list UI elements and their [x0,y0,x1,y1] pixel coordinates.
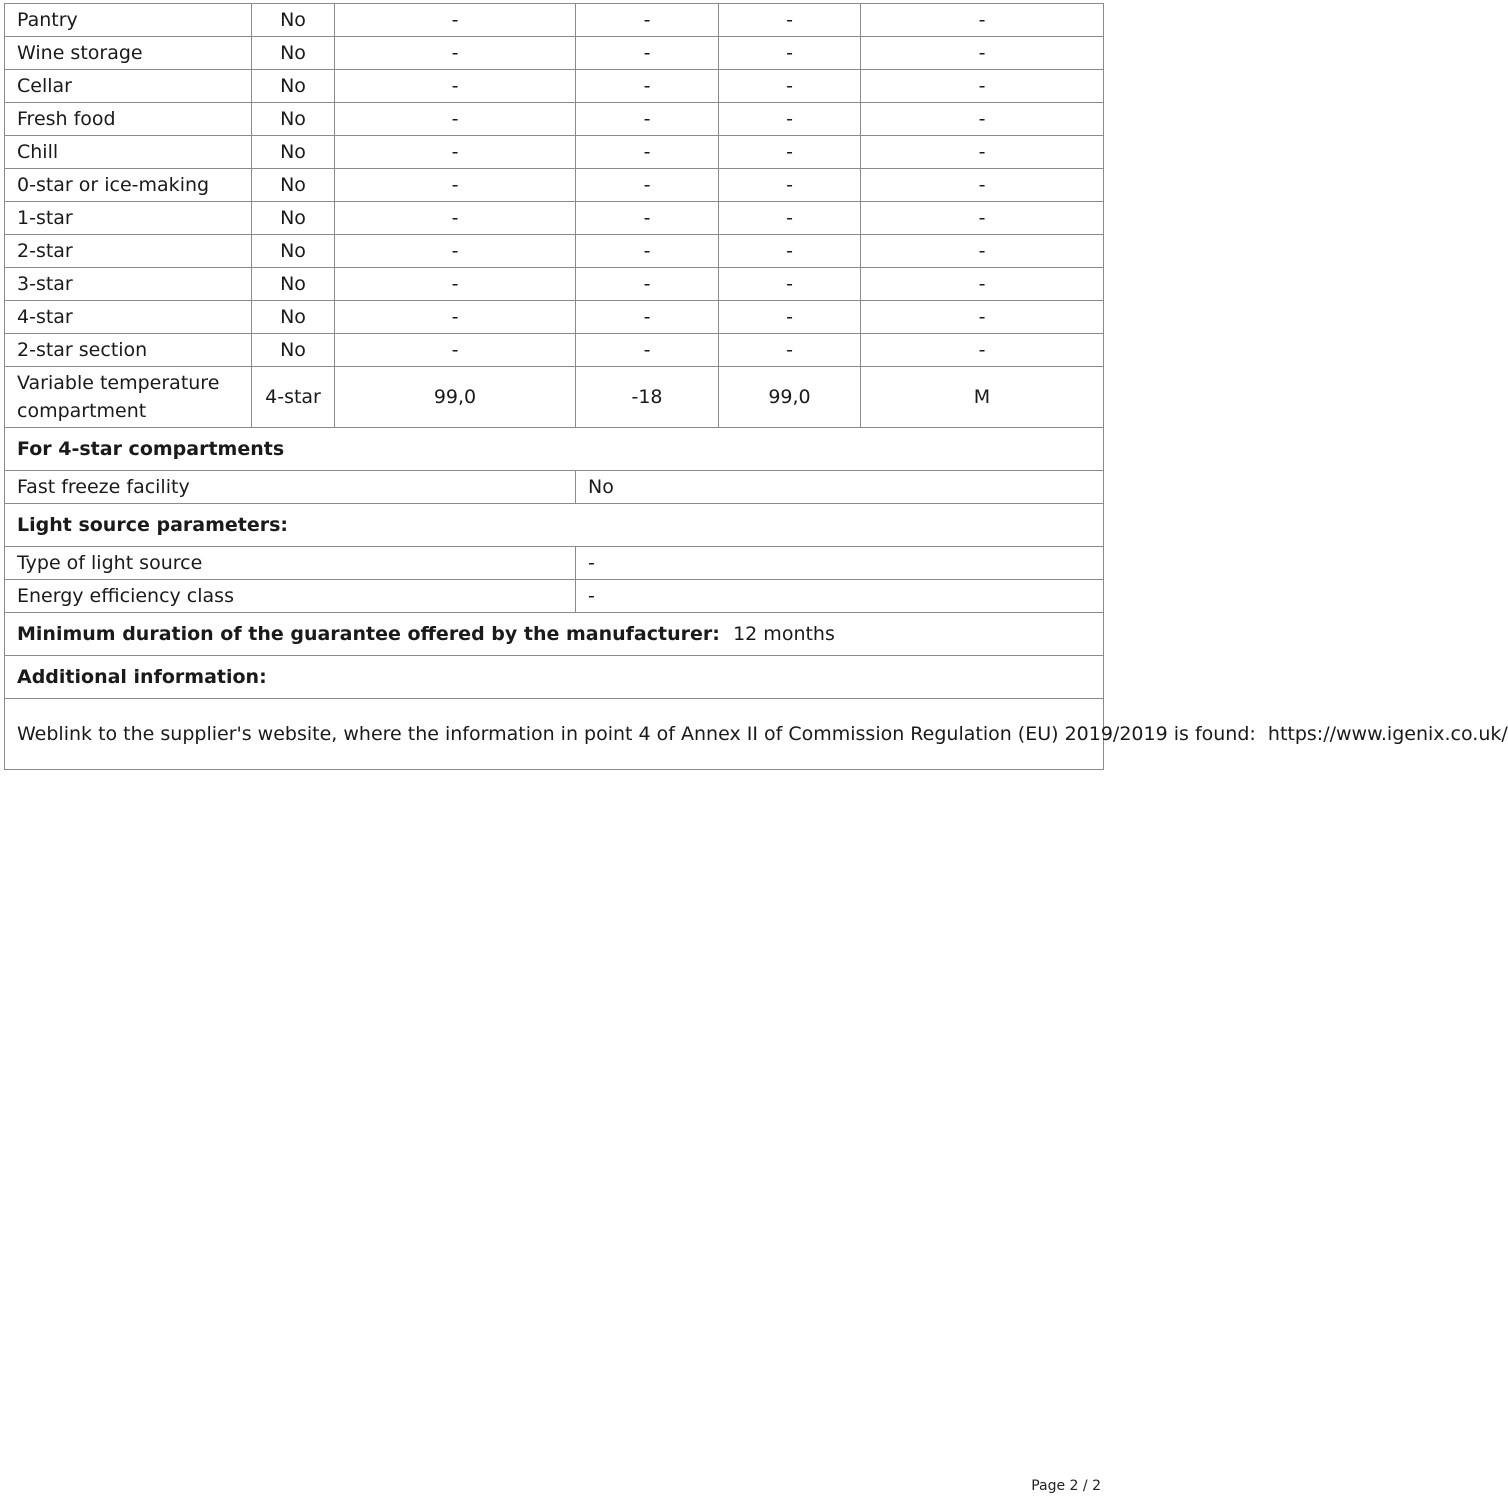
compartment-volume: 99,0 [335,367,576,428]
compartment-present: No [252,37,335,70]
spec-sheet [4,3,1508,770]
compartment-temperature: - [576,70,719,103]
compartment-class: - [861,136,1104,169]
page-number: Page 2 / 2 [1031,1478,1101,1494]
compartment-type: Wine storage [5,37,252,70]
compartment-volume-2: 99,0 [719,367,861,428]
weblink-row [5,699,1104,770]
compartment-present: No [252,268,335,301]
compartment-rows [5,4,1104,428]
compartment-type: Variable temperature compartment [5,367,252,428]
compartment-present: 4-star [252,367,335,428]
compartment-volume-2: - [719,235,861,268]
weblink-url[interactable]: https://www.igenix.co.uk/ [1267,723,1508,745]
compartment-class: - [861,103,1104,136]
compartment-volume-2: - [719,37,861,70]
compartment-class: - [861,4,1104,37]
compartment-volume: - [335,136,576,169]
fast-freeze-label: Fast freeze facility [5,471,576,504]
compartment-class: - [861,301,1104,334]
light-type-label: Type of light source [5,547,576,580]
compartment-type: Chill [5,136,252,169]
compartment-temperature: - [576,268,719,301]
compartment-present: No [252,169,335,202]
table-row [5,4,1104,37]
weblink-text: Weblink to the supplier's website, where the information in point 4 of Annex II of Commission Regulation (EU) 2019/2019 is found: [17,723,1256,745]
light-efficiency-value: - [576,580,1104,613]
compartment-class: M [861,367,1104,428]
compartment-temperature: -18 [576,367,719,428]
table-row [5,268,1104,301]
compartment-volume: - [335,235,576,268]
compartment-type: 2-star section [5,334,252,367]
compartment-class: - [861,169,1104,202]
four-star-heading: For 4-star compartments [5,428,1104,471]
table-row [5,169,1104,202]
compartment-volume: - [335,4,576,37]
compartment-volume-2: - [719,4,861,37]
compartment-volume-2: - [719,70,861,103]
light-type-value: - [576,547,1104,580]
compartment-volume: - [335,37,576,70]
compartment-temperature: - [576,202,719,235]
table-row [5,334,1104,367]
compartment-type: Pantry [5,4,252,37]
compartment-present: No [252,202,335,235]
compartment-temperature: - [576,301,719,334]
compartment-temperature: - [576,136,719,169]
compartment-present: No [252,4,335,37]
table-row [5,136,1104,169]
compartment-volume: - [335,70,576,103]
compartment-type: 4-star [5,301,252,334]
compartment-table [4,3,1508,770]
compartment-present: No [252,334,335,367]
compartment-volume-2: - [719,334,861,367]
compartment-type: 2-star [5,235,252,268]
compartment-volume-2: - [719,268,861,301]
guarantee-row [5,613,1104,656]
compartment-temperature: - [576,235,719,268]
compartment-volume: - [335,334,576,367]
compartment-present: No [252,70,335,103]
additional-heading: Additional information: [5,656,1104,699]
guarantee-value: 12 months [733,623,835,645]
compartment-type: Fresh food [5,103,252,136]
compartment-temperature: - [576,103,719,136]
compartment-type: 1-star [5,202,252,235]
compartment-volume: - [335,169,576,202]
light-efficiency-label: Energy efficiency class [5,580,576,613]
table-row [5,103,1104,136]
compartment-volume-2: - [719,136,861,169]
compartment-volume: - [335,301,576,334]
compartment-type: Cellar [5,70,252,103]
compartment-class: - [861,37,1104,70]
light-efficiency-row [5,580,1104,613]
table-row [5,301,1104,334]
light-heading: Light source parameters: [5,504,1104,547]
compartment-volume: - [335,103,576,136]
light-type-row [5,547,1104,580]
compartment-type: 3-star [5,268,252,301]
compartment-class: - [861,334,1104,367]
compartment-volume: - [335,268,576,301]
table-row [5,37,1104,70]
table-row [5,235,1104,268]
compartment-temperature: - [576,169,719,202]
compartment-type: 0-star or ice-making [5,169,252,202]
compartment-present: No [252,301,335,334]
table-row [5,70,1104,103]
additional-heading-row [5,656,1104,699]
compartment-temperature: - [576,37,719,70]
guarantee-label: Minimum duration of the guarantee offered by the manufacturer: [17,623,720,645]
compartment-volume-2: - [719,202,861,235]
compartment-class: - [861,235,1104,268]
guarantee-cell [5,613,1104,656]
four-star-heading-row [5,428,1104,471]
compartment-volume: - [335,202,576,235]
compartment-volume-2: - [719,103,861,136]
compartment-temperature: - [576,334,719,367]
fast-freeze-row [5,471,1104,504]
compartment-present: No [252,235,335,268]
weblink-cell [5,699,1508,770]
compartment-present: No [252,136,335,169]
table-row [5,367,1104,428]
fast-freeze-value: No [576,471,1104,504]
table-row [5,202,1104,235]
compartment-class: - [861,70,1104,103]
compartment-volume-2: - [719,301,861,334]
compartment-temperature: - [576,4,719,37]
compartment-volume-2: - [719,169,861,202]
compartment-class: - [861,202,1104,235]
compartment-present: No [252,103,335,136]
light-heading-row [5,504,1104,547]
compartment-class: - [861,268,1104,301]
